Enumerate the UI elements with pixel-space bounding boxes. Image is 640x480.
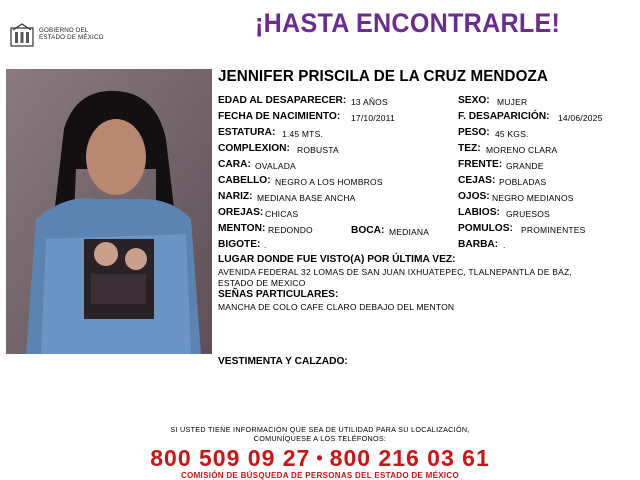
logo-line-2: ESTADO DE MÉXICO [39, 34, 104, 41]
label-peso: PESO: [458, 127, 490, 138]
label-cejas: CEJAS: [458, 175, 496, 186]
value-barba: . [503, 240, 506, 250]
value-nacimiento: 17/10/2011 [351, 113, 395, 123]
phone-separator: • [316, 448, 324, 468]
state-seal-icon [8, 22, 36, 48]
value-nariz: MEDIANA BASE ANCHA [257, 193, 356, 203]
person-photo-image [6, 69, 212, 354]
government-logo [8, 22, 116, 48]
label-barba: BARBA: [458, 239, 499, 250]
label-nariz: NARIZ: [218, 191, 253, 202]
label-cabello: CABELLO: [218, 175, 271, 186]
marks-text: MANCHA DE COLO CAFE CLARO DEBAJO DEL MENTON [218, 302, 455, 312]
value-cara: OVALADA [255, 161, 296, 171]
label-desaparicion: F. DESAPARICIÓN: [458, 111, 550, 122]
contact-notice [0, 425, 640, 443]
value-labios: GRUESOS [506, 209, 550, 219]
label-sexo: SEXO: [458, 95, 490, 106]
value-frente: GRANDE [506, 161, 544, 171]
label-ojos: OJOS: [458, 191, 490, 202]
value-menton: REDONDO [268, 225, 313, 235]
value-cejas: POBLADAS [499, 177, 547, 187]
value-complexion: ROBUSTA [297, 145, 339, 155]
phone-numbers [0, 445, 640, 472]
label-menton: MENTON: [218, 223, 266, 234]
value-cabello: NEGRO A LOS HOMBROS [275, 177, 383, 187]
notice-line-2: COMUNÍQUESE A LOS TELÉFONOS: [253, 434, 387, 443]
value-edad: 13 AÑOS [351, 97, 388, 107]
value-sexo: MUJER [497, 97, 528, 107]
label-boca: BOCA: [351, 225, 385, 236]
label-clothing: VESTIMENTA Y CALZADO: [218, 356, 348, 367]
value-estatura: 1.45 MTS. [282, 129, 324, 139]
last-seen-line-2: ESTADO DE MEXICO [218, 278, 306, 288]
label-orejas: OREJAS: [218, 207, 264, 218]
value-tez: MORENO CLARA [486, 145, 558, 155]
label-bigote: BIGOTE: [218, 239, 261, 250]
value-bigote: . [264, 240, 267, 250]
label-last-seen: LUGAR DONDE FUE VISTO(A) POR ÚLTIMA VEZ: [218, 254, 456, 265]
person-photo [6, 69, 212, 354]
label-labios: LABIOS: [458, 207, 500, 218]
last-seen-line-1: AVENIDA FEDERAL 32 LOMAS DE SAN JUAN IXHUATEPEC, TLALNEPANTLA DE BAZ, [218, 267, 572, 277]
label-frente: FRENTE: [458, 159, 503, 170]
value-ojos: NEGRO MEDIANOS [492, 193, 574, 203]
label-complexion: COMPLEXION: [218, 143, 290, 154]
label-nacimiento: FECHA DE NACIMIENTO: [218, 111, 341, 122]
headline: ¡HASTA ENCONTRARLE! [255, 8, 561, 38]
phone-2[interactable]: 800 216 03 61 [329, 445, 490, 471]
value-pomulos: PROMINENTES [521, 225, 586, 235]
label-edad: EDAD AL DESAPARECER: [218, 95, 347, 106]
label-cara: CARA: [218, 159, 251, 170]
notice-line-1: SI USTED TIENE INFORMACIÓN QUE SEA DE UTILIDAD PARA SU LOCALIZACIÓN, [170, 425, 470, 434]
value-orejas: CHICAS [265, 209, 299, 219]
label-estatura: ESTATURA: [218, 127, 276, 138]
footer-commission: COMISIÓN DE BÚSQUEDA DE PERSONAS DEL ESTADO DE MÉXICO [180, 471, 459, 480]
value-desaparicion: 14/06/2025 [558, 113, 603, 123]
label-tez: TEZ: [458, 143, 481, 154]
logo-line-1: GOBIERNO DEL [39, 27, 89, 34]
value-peso: 45 KGS. [495, 129, 529, 139]
phone-1[interactable]: 800 509 09 27 [150, 445, 311, 471]
label-marks: SEÑAS PARTICULARES: [218, 289, 339, 300]
person-name: JENNIFER PRISCILA DE LA CRUZ MENDOZA [218, 68, 548, 85]
value-boca: MEDIANA [389, 227, 430, 237]
label-pomulos: POMULOS: [458, 223, 513, 234]
